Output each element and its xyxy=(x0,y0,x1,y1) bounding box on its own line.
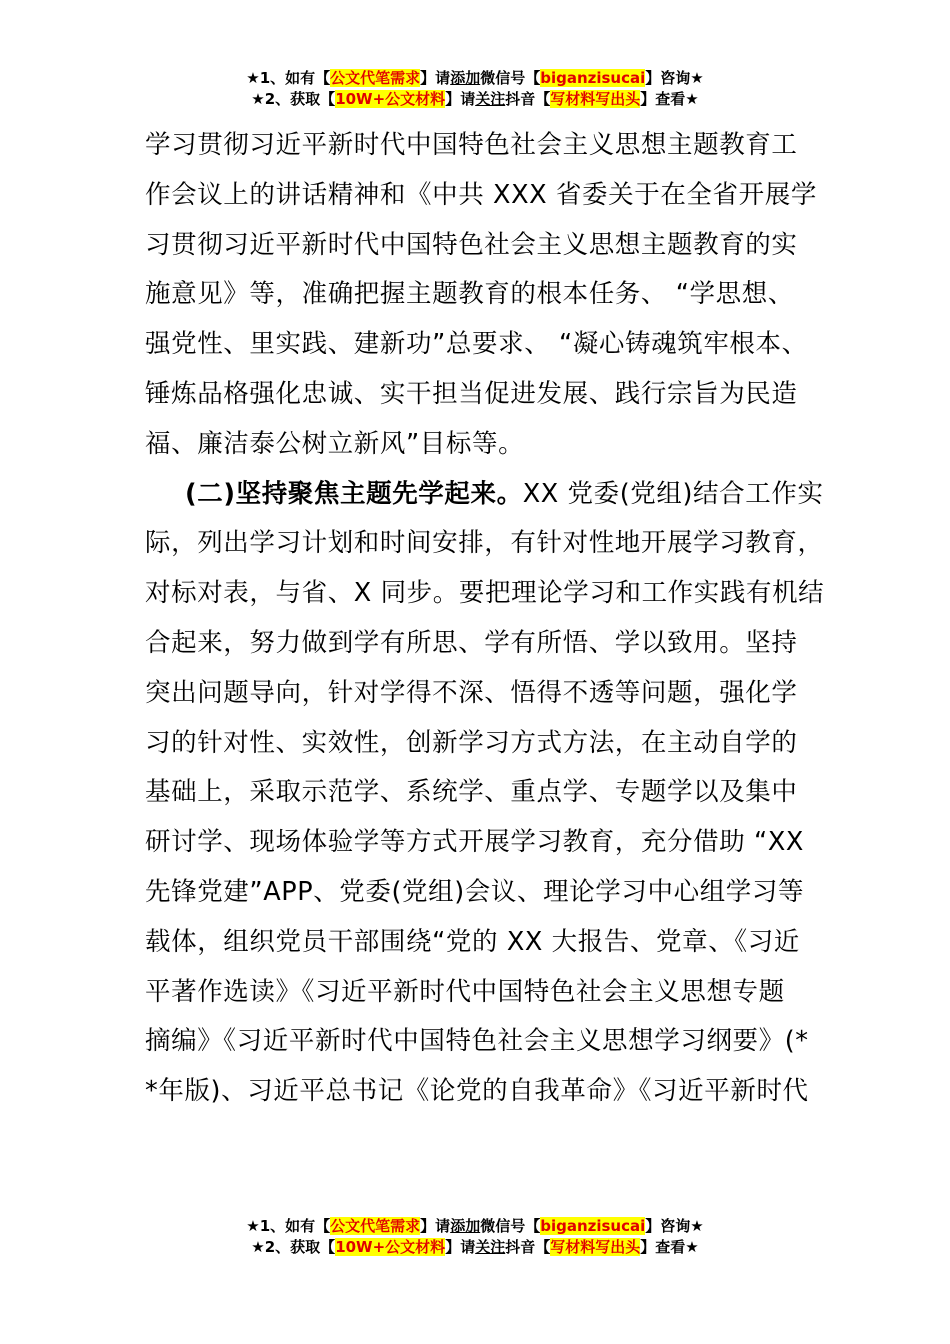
text-run: XX 党委(党组)结合工作实 xyxy=(522,478,824,509)
text-line: 强党性、里实践、建新功”总要求、 “凝心铸魂筑牢根本、 xyxy=(145,329,808,360)
banner-text: 】查看★ xyxy=(640,90,699,108)
banner-highlight: biganzisucai xyxy=(540,69,646,87)
banner-text: 】咨询★ xyxy=(645,69,704,87)
text-line: 合起来，努力做到学有所思、学有所悟、学以致用。坚持 xyxy=(145,627,798,658)
document-body xyxy=(145,121,825,1117)
text-line: 福、廉洁泰公树立新风”目标等。 xyxy=(145,428,525,459)
text-line: 摘编》《习近平新时代中国特色社会主义思想学习纲要》(* xyxy=(145,1026,809,1057)
text-line: 锤炼品格强化忠诚、实干担当促进发展、践行宗旨为民造 xyxy=(145,378,798,409)
banner-row-2 xyxy=(0,89,950,110)
banner-text: ★1、如有【 xyxy=(246,69,331,87)
banner-text: 微信号【 xyxy=(480,1217,541,1235)
banner-text: 】查看★ xyxy=(640,1238,699,1256)
banner-underline: 添加 xyxy=(450,69,481,87)
section-heading: (二)坚持聚焦主题先学起来。 xyxy=(185,478,523,509)
text-line: 施意见》等，准确把握主题教育的根本任务、 “学思想、 xyxy=(145,279,794,310)
text-line: 载体，组织党员干部围绕“党的 XX 大报告、党章、《习近 xyxy=(145,926,800,957)
banner-text: 抖音【 xyxy=(505,90,551,108)
paragraph-1 xyxy=(145,121,817,470)
banner-text: 】请 xyxy=(420,1217,451,1235)
banner-highlight: 写材料写出头 xyxy=(550,90,641,108)
banner-highlight: 10W+公文材料 xyxy=(335,90,446,108)
banner-highlight: 10W+公文材料 xyxy=(335,1238,446,1256)
banner-underline: 关注 xyxy=(475,90,506,108)
paragraph-2 xyxy=(145,470,825,1117)
text-line: 研讨学、现场体验学等方式开展学习教育，充分借助 “XX xyxy=(145,827,804,858)
paragraph-first-line xyxy=(145,470,824,520)
text-line: 先锋党建”APP、党委(党组)会议、理论学习中心组学习等 xyxy=(145,876,805,907)
text-line: 习贯彻习近平新时代中国特色社会主义思想主题教育的实 xyxy=(145,229,798,260)
text-line: 际，列出学习计划和时间安排，有针对性地开展学习教育， xyxy=(145,528,824,559)
banner-text: 】请 xyxy=(445,90,476,108)
header-banner xyxy=(0,68,950,110)
text-line: 突出问题导向，针对学得不深、悟得不透等问题，强化学 xyxy=(145,677,798,708)
banner-text: 】请 xyxy=(420,69,451,87)
banner-highlight: 公文代笔需求 xyxy=(330,69,421,87)
text-line: 基础上，采取示范学、系统学、重点学、专题学以及集中 xyxy=(145,777,798,808)
banner-text: 抖音【 xyxy=(505,1238,551,1256)
text-line: 平著作选读》《习近平新时代中国特色社会主义思想专题 xyxy=(145,976,785,1007)
banner-underline: 关注 xyxy=(475,1238,506,1256)
text-line: 习的针对性、实效性，创新学习方式方法，在主动自学的 xyxy=(145,727,798,758)
banner-row-1 xyxy=(0,1216,950,1237)
banner-row-1 xyxy=(0,68,950,89)
text-line: *年版)、习近平总书记《论党的自我革命》《习近平新时代 xyxy=(145,1076,809,1107)
banner-text: ★1、如有【 xyxy=(246,1217,331,1235)
banner-text: 】咨询★ xyxy=(645,1217,704,1235)
footer-banner xyxy=(0,1216,950,1258)
banner-text: ★2、获取【 xyxy=(251,90,336,108)
banner-text: 微信号【 xyxy=(480,69,541,87)
text-line: 学习贯彻习近平新时代中国特色社会主义思想主题教育工 xyxy=(145,130,798,160)
banner-underline: 添加 xyxy=(450,1217,481,1235)
text-line: 作会议上的讲话精神和《中共 XXX 省委关于在全省开展学 xyxy=(145,179,817,210)
banner-highlight: 写材料写出头 xyxy=(550,1238,641,1256)
banner-highlight: biganzisucai xyxy=(540,1217,646,1235)
banner-text: 】请 xyxy=(445,1238,476,1256)
banner-text: ★2、获取【 xyxy=(251,1238,336,1256)
banner-row-2 xyxy=(0,1237,950,1258)
text-line: 对标对表，与省、X 同步。要把理论学习和工作实践有机结 xyxy=(145,578,825,609)
banner-highlight: 公文代笔需求 xyxy=(330,1217,421,1235)
